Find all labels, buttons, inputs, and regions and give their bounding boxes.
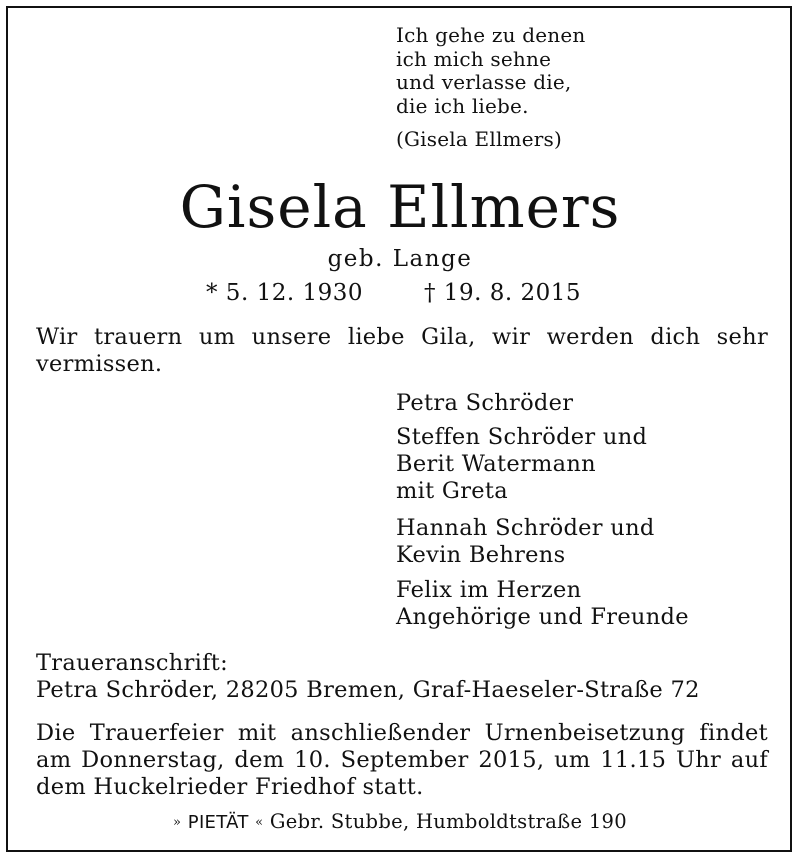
- poem-author: (Gisela Ellmers): [396, 127, 562, 151]
- mourner-name: Petra Schröder: [396, 390, 574, 416]
- close-quote: «: [255, 815, 264, 830]
- poem-line: Ich gehe zu denen: [396, 23, 586, 47]
- funeral-home-footer: [0, 810, 800, 833]
- mourner-group: [396, 515, 655, 569]
- death-date: † 19. 8. 2015: [424, 280, 581, 306]
- deceased-name: Gisela Ellmers: [179, 173, 621, 241]
- mourning-message: Wir trauern um unsere liebe Gila, wir werden dich sehr vermissen.: [36, 324, 768, 377]
- ceremony-details: Die Trauerfeier mit anschließender Urnenbeisetzung findet am Donnerstag, dem 10. September 2015, um 11.15 Uhr auf dem Huckelrieder Friedhof statt.: [36, 720, 768, 800]
- funeral-home-name: PIETÄT: [187, 812, 249, 833]
- mourner-name: Felix im Herzen: [396, 577, 582, 603]
- maiden-name: geb. Lange: [327, 246, 473, 272]
- mourner-name: Berit Watermann: [396, 451, 596, 477]
- mourner-name: Angehörige und Freunde: [396, 604, 689, 630]
- mourner-name: Kevin Behrens: [396, 542, 566, 568]
- poem-line: die ich liebe.: [396, 93, 529, 118]
- poem: [396, 24, 585, 118]
- mourner-group: [396, 424, 647, 505]
- birth-date: * 5. 12. 1930: [206, 280, 363, 306]
- mourner-name: Hannah Schröder und: [396, 515, 655, 541]
- mourner-group: [396, 390, 573, 417]
- mourner-name: mit Greta: [396, 478, 508, 504]
- open-quote: »: [173, 815, 182, 830]
- mourner-name: Steffen Schröder und: [396, 424, 648, 450]
- funeral-home-details: Gebr. Stubbe, Humboldtstraße 190: [269, 810, 627, 833]
- address-label: Traueranschrift:: [36, 650, 228, 676]
- poem-line: ich mich sehne: [396, 46, 552, 71]
- poem-line: und verlasse die,: [396, 70, 572, 94]
- mourner-group: [396, 577, 689, 631]
- address-line: Petra Schröder, 28205 Bremen, Graf-Haeseler-Straße 72: [36, 677, 700, 703]
